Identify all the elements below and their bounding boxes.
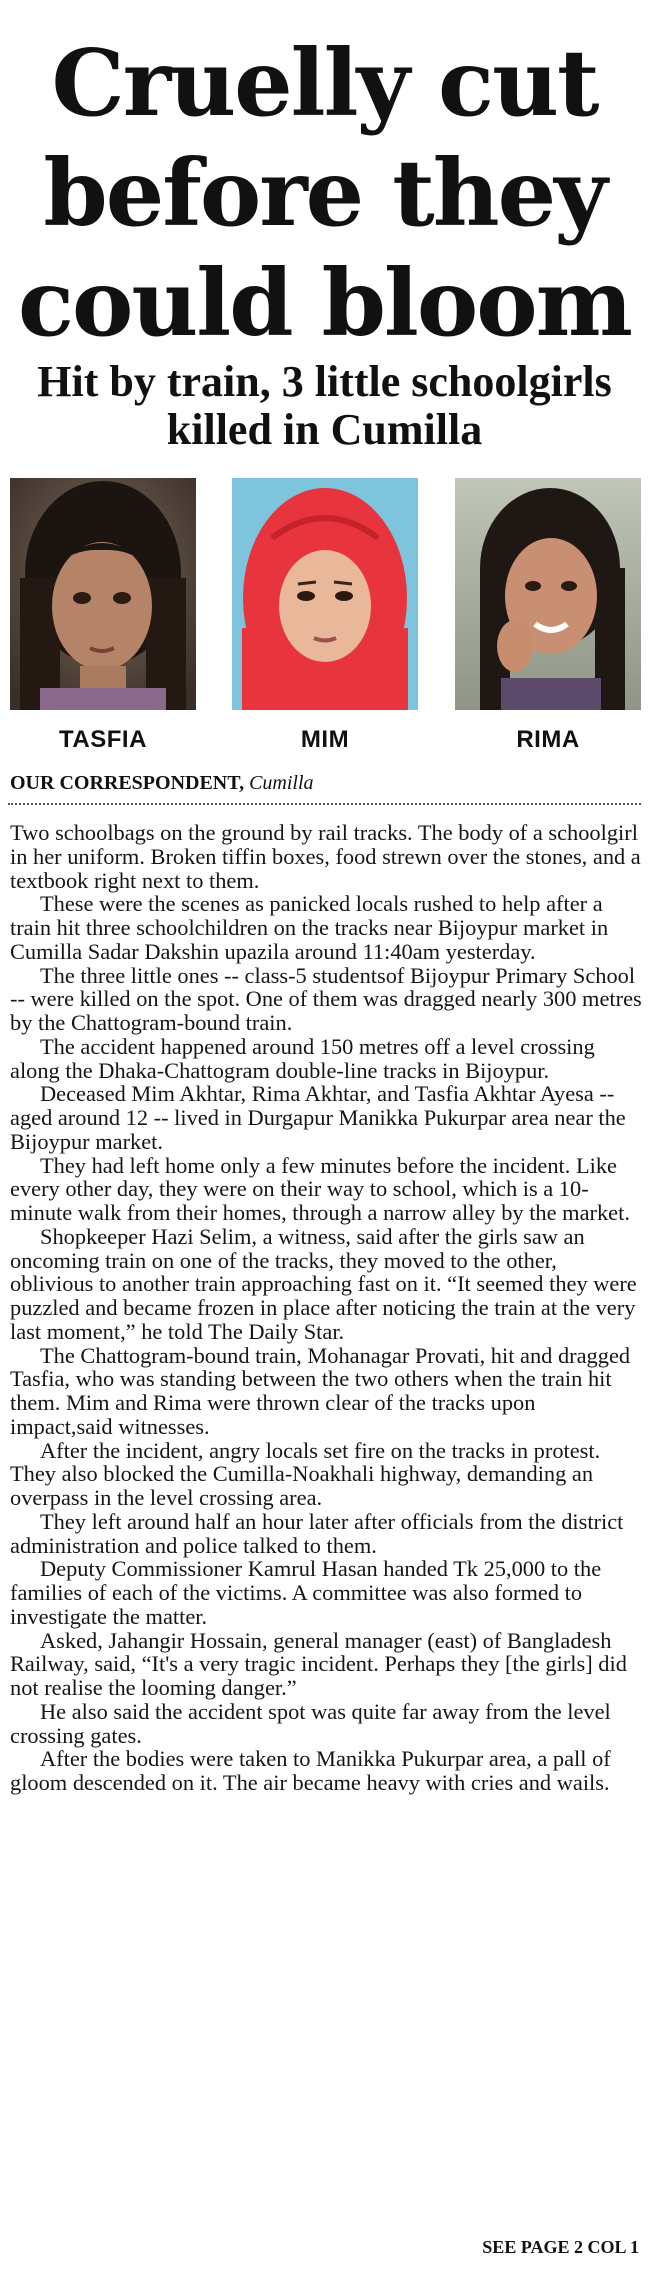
headline-line: before they	[43, 139, 606, 247]
paragraph: Two schoolbags on the ground by rail tracks. The body of a schoolgirl in her uniform. Broken tiffin boxes, food strewn over the stones, and a textbook right next to them.	[10, 820, 641, 893]
paragraph: Shopkeeper Hazi Selim, a witness, said after the girls saw an oncoming train on one of the tracks, they moved to the other, oblivious to another train approaching fast on it. “It seemed they were puzzled and became frozen in place after noticing the train at the very last moment,” he told The Daily Star.	[10, 1223, 637, 1344]
portrait-image	[10, 478, 196, 710]
paragraph: He also said the accident spot was quite far away from the level crossing gates.	[10, 1698, 611, 1748]
portrait-image	[455, 478, 641, 710]
paragraph: Deputy Commissioner Kamrul Hasan handed Tk 25,000 to the families of each of the victims. A committee was also formed to investigate the matter.	[10, 1556, 602, 1629]
paragraph: The Chattogram-bound train, Mohanagar Provati, hit and dragged Tasfia, who was standing between the two others when the train hit them. Mim and Rima were thrown clear of the tracks upon impact,said witnesses.	[10, 1342, 631, 1439]
subheadline-line: killed in Cumilla	[166, 405, 483, 454]
subheadline-line: Hit by train, 3 little schoolgirls	[37, 357, 612, 406]
photo-caption: MIM	[300, 726, 350, 753]
article-body	[10, 821, 643, 1795]
paragraph: They left around half an hour later after officials from the district administration and police talked to them.	[10, 1508, 624, 1558]
paragraph: They had left home only a few minutes before the incident. Like every other day, they were on their way to school, which is a 10-minute walk from their homes, through a narrow alley by the market.	[10, 1152, 630, 1225]
paragraph: The three little ones -- class-5 studentsof Bijoypur Primary School -- were killed on the spot. One of them was dragged nearly 300 metres by the Chattogram-bound train.	[10, 962, 642, 1035]
headline-line: could bloom	[18, 249, 631, 357]
subheadline	[0, 358, 649, 454]
byline	[10, 770, 314, 796]
photo-mim	[232, 478, 418, 710]
photo-tasfia	[10, 478, 196, 710]
continued-on-page: SEE PAGE 2 COL 1	[482, 2237, 639, 2257]
photo-caption: RIMA	[516, 726, 580, 753]
dotted-divider	[8, 803, 641, 805]
photo-rima	[455, 478, 641, 710]
byline-place: Cumilla	[249, 772, 314, 794]
photo-caption: TASFIA	[59, 726, 147, 753]
byline-author: OUR CORRESPONDENT,	[10, 772, 245, 794]
paragraph: These were the scenes as panicked locals rushed to help after a train hit three schoolchildren on the tracks near Bijoypur market in Cumilla Sadar Dakshin upazila around 11:40am yesterday.	[10, 891, 609, 964]
headline	[0, 28, 649, 358]
paragraph: The accident happened around 150 metres off a level crossing along the Dhaka-Chattogram double-line tracks in Bijoypur.	[10, 1033, 595, 1083]
portrait-image	[232, 478, 418, 710]
paragraph: Deceased Mim Akhtar, Rima Akhtar, and Tasfia Akhtar Ayesa -- aged around 12 -- lived in Durgapur Manikka Pukurpar area near the Bijoypur market.	[10, 1081, 626, 1154]
paragraph: Asked, Jahangir Hossain, general manager (east) of Bangladesh Railway, said, “It's a very tragic incident. Perhaps they [the girls] did not realise the looming danger.”	[10, 1627, 627, 1700]
paragraph: After the bodies were taken to Manikka Pukurpar area, a pall of gloom descended on it. The air became heavy with cries and wails.	[10, 1746, 611, 1795]
headline-line: Cruelly cut	[51, 29, 598, 137]
paragraph: After the incident, angry locals set fire on the tracks in protest. They also blocked the Cumilla-Noakhali highway, demanding an overpass in the level crossing area.	[10, 1437, 601, 1510]
